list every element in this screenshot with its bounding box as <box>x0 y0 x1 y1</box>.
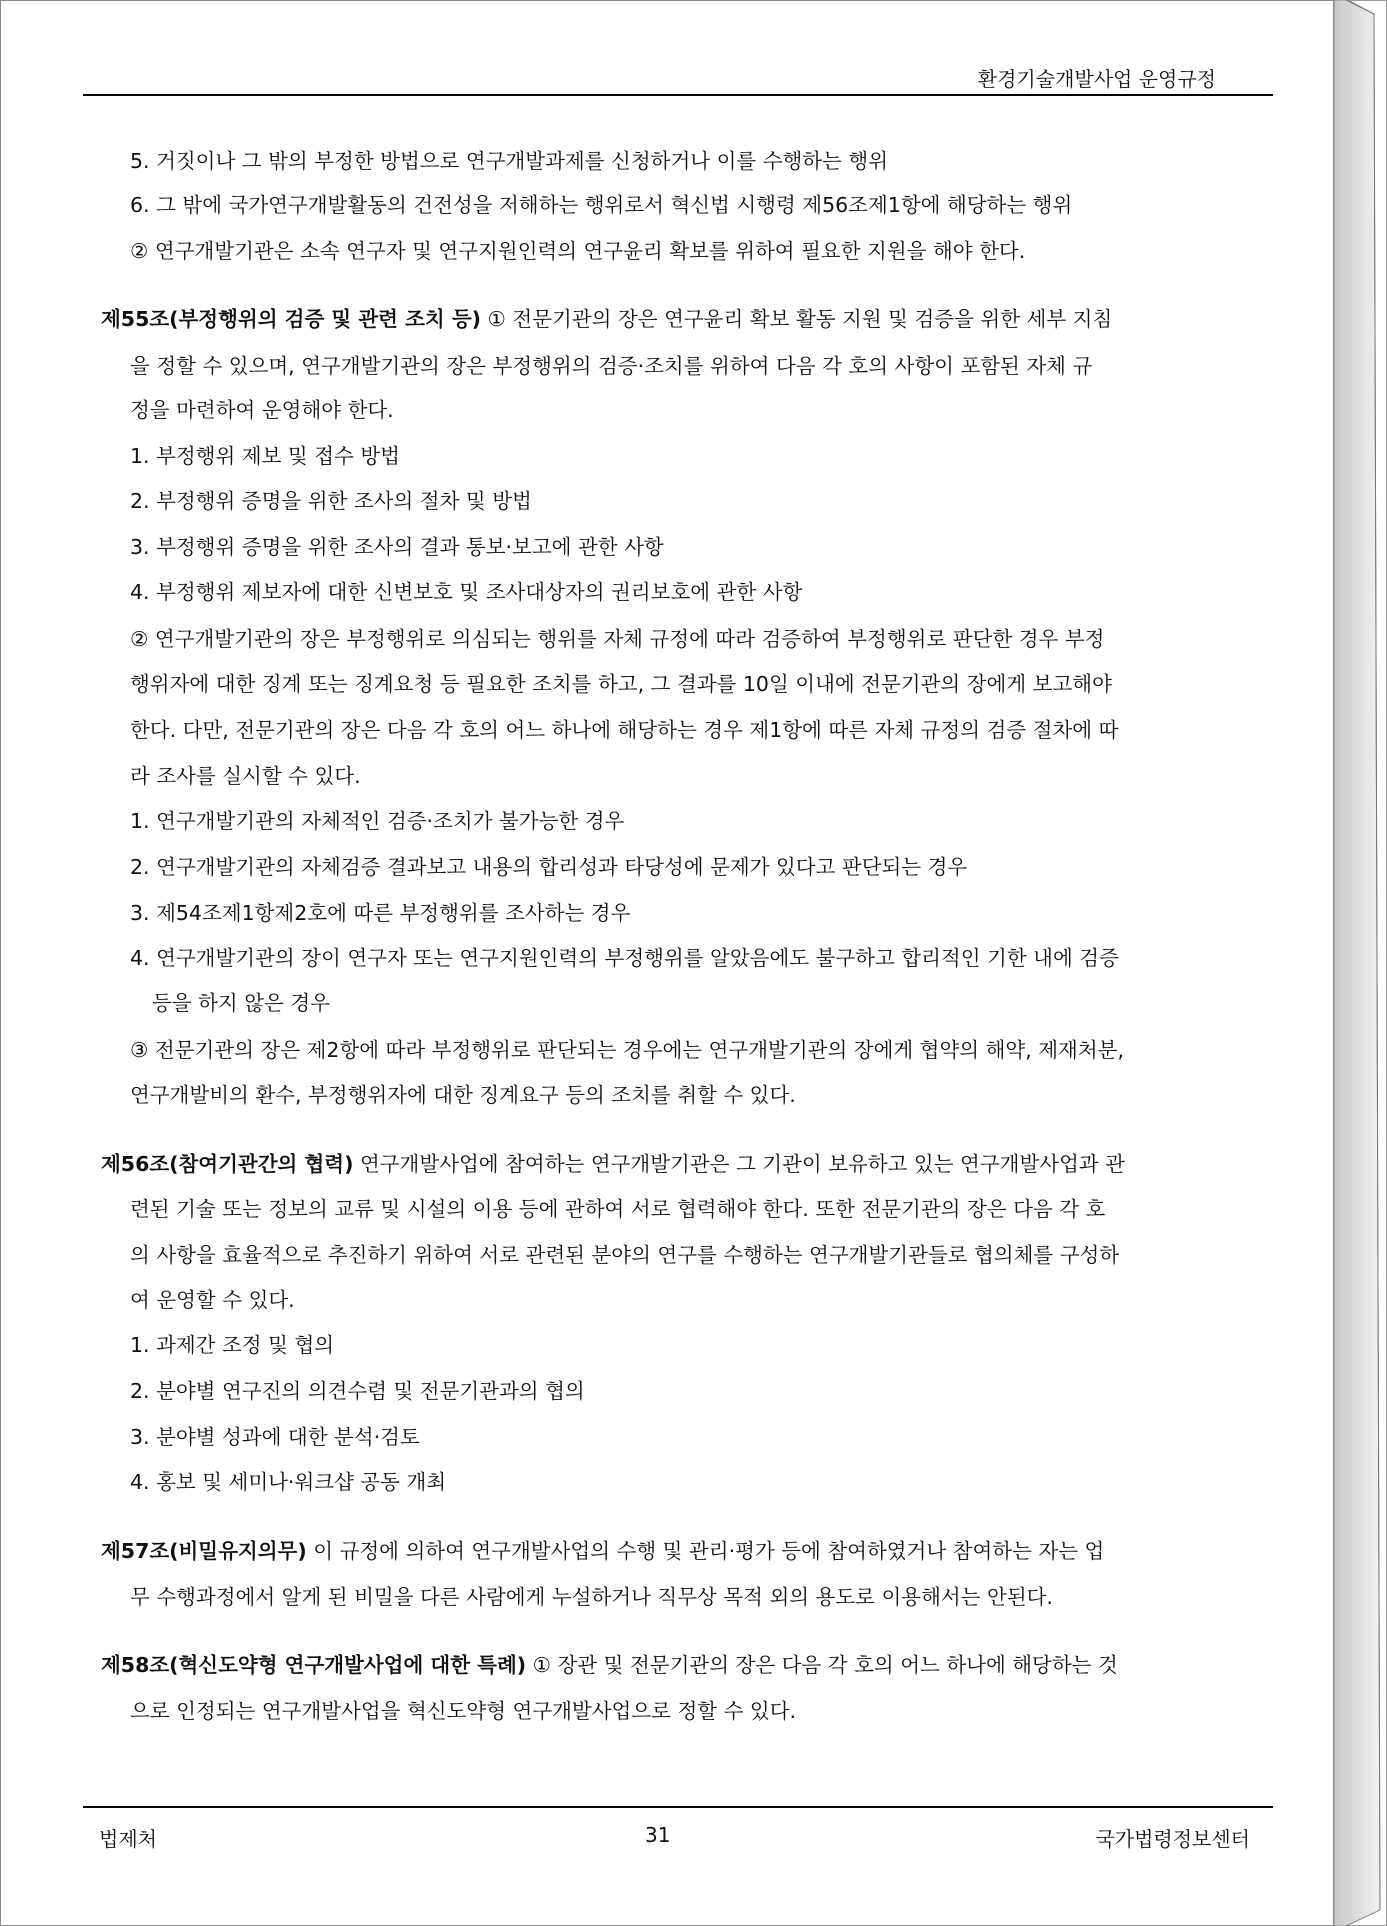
line-text: 3. 제54조제1항제2호에 따른 부정행위를 조사하는 경우 <box>130 901 631 925</box>
footer-rule <box>83 1806 1273 1808</box>
text-line <box>130 1033 1124 1063</box>
text-line <box>130 1078 796 1108</box>
text-line <box>130 1420 420 1450</box>
line-text: 등을 하지 않은 경우 <box>152 991 330 1015</box>
footer-right: 국가법령정보센터 <box>1095 1827 1250 1851</box>
line-text: 2. 분야별 연구진의 의견수렴 및 전문기관과의 협의 <box>130 1379 585 1403</box>
line-text: 정을 마련하여 운영해야 한다. <box>130 398 394 422</box>
line-text: ① 전문기관의 장은 연구윤리 확보 활동 지원 및 검증을 위한 세부 지침 <box>481 307 1113 331</box>
text-line <box>130 713 1118 743</box>
text-line <box>130 1465 446 1495</box>
text-line <box>130 484 532 514</box>
text-line <box>130 530 664 560</box>
text-line <box>130 393 394 423</box>
text-line <box>130 188 1072 218</box>
line-text: 한다. 다만, 전문기관의 장은 다음 각 호의 어느 하나에 해당하는 경우 제1항에 따른 자체 규정의 검증 절차에 따 <box>130 718 1119 742</box>
line-text: 1. 부정행위 제보 및 접수 방법 <box>130 444 400 468</box>
line-text: 4. 부정행위 제보자에 대한 신변보호 및 조사대상자의 권리보호에 관한 사항 <box>130 580 803 604</box>
line-text: ② 연구개발기관의 장은 부정행위로 의심되는 행위를 자체 규정에 따라 검증하여 부정행위로 판단한 경우 부정 <box>130 627 1105 651</box>
page-curl-shadow <box>1334 0 1387 1926</box>
line-text: 련된 기술 또는 정보의 교류 및 시설의 이용 등에 관하여 서로 협력해야 한다. 또한 전문기관의 장은 다음 각 호 <box>130 1197 1106 1221</box>
text-line <box>130 759 361 789</box>
text-line <box>130 1580 1053 1610</box>
line-text: 5. 거짓이나 그 밖의 부정한 방법으로 연구개발과제를 신청하거나 이를 수행하는 행위 <box>130 149 889 173</box>
text-line <box>130 1694 796 1724</box>
text-line <box>130 1374 585 1404</box>
text-line <box>130 575 802 605</box>
line-text: 을 정할 수 있으며, 연구개발기관의 장은 부정행위의 검증·조치를 위하여 다음 각 호의 사항이 포함된 자체 규 <box>130 354 1093 378</box>
line-text: 1. 과제간 조정 및 협의 <box>130 1333 335 1357</box>
line-text: ③ 전문기관의 장은 제2항에 따라 부정행위로 판단되는 경우에는 연구개발기관의 장에게 협약의 해약, 제재처분, <box>130 1038 1124 1062</box>
text-line <box>130 1192 1105 1222</box>
text-line <box>130 439 400 469</box>
text-line <box>130 941 1119 971</box>
line-text: 6. 그 밖에 국가연구개발활동의 건전성을 저해하는 행위로서 혁신법 시행령 제56조제1항에 해당하는 행위 <box>130 193 1073 217</box>
page-number: 31 <box>645 1823 671 1847</box>
article-title: 제58조(혁신도약형 연구개발사업에 대한 특례) <box>101 1653 527 1677</box>
line-text: 4. 홍보 및 세미나·워크샵 공동 개최 <box>130 1470 447 1494</box>
text-line <box>130 667 1112 697</box>
line-text: 1. 연구개발기관의 자체적인 검증·조치가 불가능한 경우 <box>130 809 625 833</box>
text-line <box>130 896 630 926</box>
text-line <box>130 850 967 880</box>
line-text: 2. 부정행위 증명을 위한 조사의 절차 및 방법 <box>130 489 532 513</box>
text-line <box>130 349 1092 379</box>
footer-left: 법제처 <box>99 1827 157 1851</box>
text-line <box>130 622 1104 652</box>
line-text: 무 수행과정에서 알게 된 비밀을 다른 사람에게 누설하거나 직무상 목적 외의 용도로 이용해서는 안된다. <box>130 1585 1053 1609</box>
line-text: 연구개발비의 환수, 부정행위자에 대한 징계요구 등의 조치를 취할 수 있다. <box>130 1083 796 1107</box>
line-text: 연구개발사업에 참여하는 연구개발기관은 그 기관이 보유하고 있는 연구개발사업과 관 <box>353 1152 1125 1176</box>
article-heading-line <box>101 1147 1125 1177</box>
line-text: ② 연구개발기관은 소속 연구자 및 연구지원인력의 연구윤리 확보를 위하여 필요한 지원을 해야 한다. <box>130 239 1026 263</box>
text-line <box>130 1328 334 1358</box>
line-text: 의 사항을 효율적으로 추진하기 위하여 서로 관련된 분야의 연구를 수행하는 연구개발기관들로 협의체를 구성하 <box>130 1243 1120 1267</box>
line-text: 이 규정에 의하여 연구개발사업의 수행 및 관리·평가 등에 참여하였거나 참여하는 자는 업 <box>306 1539 1105 1563</box>
line-text: 행위자에 대한 징계 또는 징계요청 등 필요한 조치를 하고, 그 결과를 10일 이내에 전문기관의 장에게 보고해야 <box>130 672 1112 696</box>
text-line <box>130 1283 295 1313</box>
line-text: 2. 연구개발기관의 자체검증 결과보고 내용의 합리성과 타당성에 문제가 있다고 판단되는 경우 <box>130 855 968 879</box>
page-header-title: 환경기술개발사업 운영규정 <box>977 67 1216 91</box>
text-line <box>152 986 330 1016</box>
line-text: 3. 부정행위 증명을 위한 조사의 결과 통보·보고에 관한 사항 <box>130 535 664 559</box>
article-heading-line <box>101 302 1112 332</box>
text-line <box>130 234 1025 264</box>
article-title: 제55조(부정행위의 검증 및 관련 조치 등) <box>101 307 481 331</box>
line-text: 여 운영할 수 있다. <box>130 1288 295 1312</box>
line-text: 4. 연구개발기관의 장이 연구자 또는 연구지원인력의 부정행위를 알았음에도 불구하고 합리적인 기한 내에 검증 <box>130 946 1119 970</box>
article-title: 제56조(참여기관간의 협력) <box>101 1152 354 1176</box>
text-line <box>130 1238 1119 1268</box>
line-text: ① 장관 및 전문기관의 장은 다음 각 호의 어느 하나에 해당하는 것 <box>526 1653 1118 1677</box>
text-line <box>130 144 888 174</box>
text-line <box>130 804 624 834</box>
header-rule <box>83 94 1273 96</box>
article-heading-line <box>101 1648 1118 1678</box>
line-text: 3. 분야별 성과에 대한 분석·검토 <box>130 1425 420 1449</box>
article-title: 제57조(비밀유지의무) <box>101 1539 307 1563</box>
line-text: 라 조사를 실시할 수 있다. <box>130 764 361 788</box>
line-text: 으로 인정되는 연구개발사업을 혁신도약형 연구개발사업으로 정할 수 있다. <box>130 1699 797 1723</box>
article-heading-line <box>101 1534 1104 1564</box>
